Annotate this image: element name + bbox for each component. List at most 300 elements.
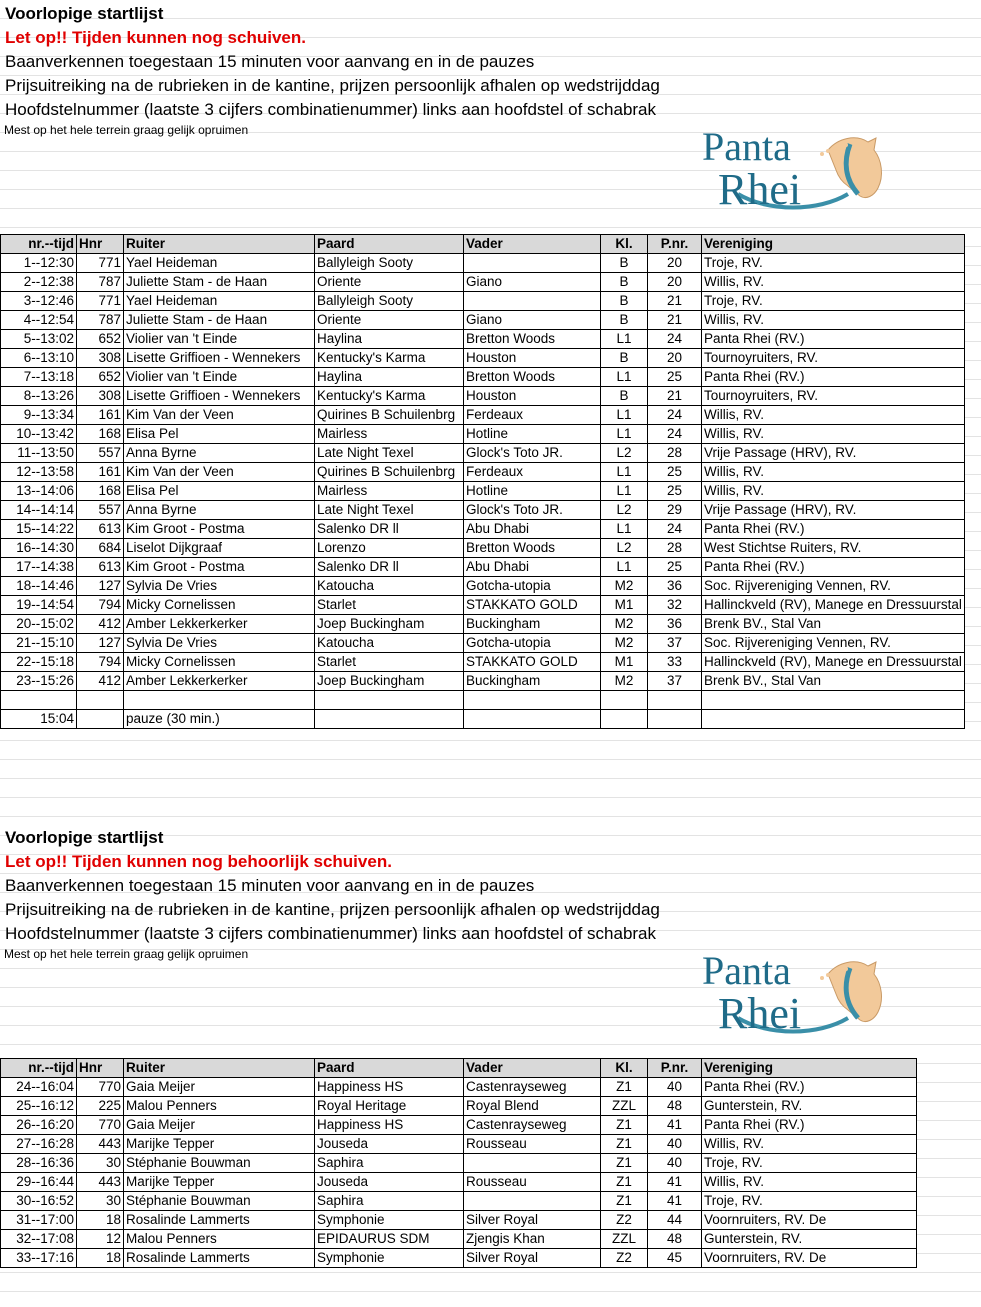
- cell-proef-nr: 33: [648, 653, 702, 672]
- cell-vader: Bretton Woods: [464, 539, 601, 558]
- cell-proef-nr: 29: [648, 501, 702, 520]
- cell-vereniging: West Stichtse Ruiters, RV.: [702, 539, 965, 558]
- cell-hnr: 308: [77, 387, 124, 406]
- cell-nr-tijd: 2--12:38: [1, 273, 77, 292]
- cell-vereniging: Troje, RV.: [702, 1154, 917, 1173]
- cell-paard: Joep Buckingham: [315, 672, 464, 691]
- table-row: [1, 1116, 917, 1135]
- table-row: [1, 292, 965, 311]
- table-row: [1, 387, 965, 406]
- table-row: [1, 273, 965, 292]
- cell-proef-nr: 44: [648, 1211, 702, 1230]
- cell-hnr: 30: [77, 1192, 124, 1211]
- table-row: [1, 463, 965, 482]
- cell-hnr: 225: [77, 1097, 124, 1116]
- cell-proef-nr: 41: [648, 1192, 702, 1211]
- cell-ruiter: Liselot Dijkgraaf: [124, 539, 315, 558]
- cell-ruiter: Kim Groot - Postma: [124, 520, 315, 539]
- logo-word-rhei: Rhei: [718, 989, 802, 1036]
- cell-paard: Mairless: [315, 425, 464, 444]
- cell-klasse: B: [601, 349, 648, 368]
- cell-vader: Giano: [464, 273, 601, 292]
- table-row: [1, 368, 965, 387]
- cell-proef-nr: 25: [648, 482, 702, 501]
- cell-vader: Ferdeaux: [464, 406, 601, 425]
- cell-hnr: 30: [77, 1154, 124, 1173]
- table-row: [1, 1078, 917, 1097]
- cell-nr-tijd: 12--13:58: [1, 463, 77, 482]
- col-header-vereniging: Vereniging: [702, 1059, 917, 1078]
- table-row: [1, 425, 965, 444]
- cell-klasse: L1: [601, 558, 648, 577]
- cell-vereniging: Willis, RV.: [702, 1173, 917, 1192]
- cell-klasse: L1: [601, 463, 648, 482]
- cell-nr-tijd: 28--16:36: [1, 1154, 77, 1173]
- cell-vader: Bretton Woods: [464, 368, 601, 387]
- cell-hnr: 684: [77, 539, 124, 558]
- cell-klasse: B: [601, 292, 648, 311]
- cell-proef-nr: 36: [648, 615, 702, 634]
- startlist-rows: [1, 1078, 917, 1268]
- cell-nr-tijd: 27--16:28: [1, 1135, 77, 1154]
- cell-vereniging: Willis, RV.: [702, 311, 965, 330]
- info-line-prize-giving: Prijsuitreiking na de rubrieken in de kantine, prijzen persoonlijk afhalen op wedstrijddag: [5, 900, 660, 919]
- cell-ruiter: Sylvia De Vries: [124, 577, 315, 596]
- cell-proef-nr: 25: [648, 463, 702, 482]
- cell-ruiter: Stéphanie Bouwman: [124, 1192, 315, 1211]
- cell-proef-nr: 40: [648, 1078, 702, 1097]
- cell-hnr: 443: [77, 1173, 124, 1192]
- cell-nr-tijd: 13--14:06: [1, 482, 77, 501]
- cell-hnr: 161: [77, 406, 124, 425]
- table-row: [1, 349, 965, 368]
- cell-vereniging: Brenk BV., Stal Van: [702, 672, 965, 691]
- cell-vereniging: Tournoyruiters, RV.: [702, 349, 965, 368]
- cell-vader: Glock's Toto JR.: [464, 444, 601, 463]
- cell-hnr: 613: [77, 558, 124, 577]
- cell-vereniging: Willis, RV.: [702, 1135, 917, 1154]
- cell-paard: Lorenzo: [315, 539, 464, 558]
- table-row: [1, 1154, 917, 1173]
- cell-paard: Starlet: [315, 653, 464, 672]
- table-row: [1, 1192, 917, 1211]
- cell-hnr: 168: [77, 482, 124, 501]
- cell-vereniging: Willis, RV.: [702, 425, 965, 444]
- cell-nr-tijd: 22--15:18: [1, 653, 77, 672]
- cell-proef-nr: 41: [648, 1173, 702, 1192]
- cell-proef-nr: 21: [648, 292, 702, 311]
- cell-klasse: L2: [601, 501, 648, 520]
- cell-nr-tijd: 18--14:46: [1, 577, 77, 596]
- cell-ruiter: Rosalinde Lammerts: [124, 1249, 315, 1268]
- cell-vereniging: Panta Rhei (RV.): [702, 1116, 917, 1135]
- cell-vader: Hotline: [464, 482, 601, 501]
- cell-klasse: Z2: [601, 1211, 648, 1230]
- panta-rhei-logo: [698, 120, 888, 212]
- cell-paard: Salenko DR ll: [315, 520, 464, 539]
- cell-paard: Mairless: [315, 482, 464, 501]
- cell-vereniging: Gunterstein, RV.: [702, 1230, 917, 1249]
- table-row: [1, 558, 965, 577]
- cell-vereniging: Troje, RV.: [702, 254, 965, 273]
- cell-nr-tijd: 16--14:30: [1, 539, 77, 558]
- col-header-klasse: Kl.: [601, 1059, 648, 1078]
- cell-paard: Happiness HS: [315, 1116, 464, 1135]
- cell-klasse: Z1: [601, 1173, 648, 1192]
- cell-paard: Saphira: [315, 1154, 464, 1173]
- cell-proef-nr: 36: [648, 577, 702, 596]
- cell-ruiter: Yael Heideman: [124, 254, 315, 273]
- cell-vereniging: Hallinckveld (RV), Manege en Dressuurstal: [702, 653, 965, 672]
- table-row: [1, 615, 965, 634]
- table-row: [1, 406, 965, 425]
- cell-hnr: 771: [77, 254, 124, 273]
- cell-proef-nr: 24: [648, 425, 702, 444]
- table-row: [1, 1249, 917, 1268]
- table-row: [1, 653, 965, 672]
- cell-paard: Haylina: [315, 368, 464, 387]
- table-row: [1, 311, 965, 330]
- table-row: [1, 1211, 917, 1230]
- cell-vereniging: Soc. Rijvereniging Vennen, RV.: [702, 634, 965, 653]
- info-line-bridle-number: Hoofdstelnummer (laatste 3 cijfers combinatienummer) links aan hoofdstel of schabrak: [5, 924, 657, 943]
- col-header-klasse: Kl.: [601, 235, 648, 254]
- cell-vereniging: Voornruiters, RV. De: [702, 1211, 917, 1230]
- cell-vader: [464, 254, 601, 273]
- cell-hnr: 127: [77, 634, 124, 653]
- cell-hnr: 787: [77, 273, 124, 292]
- cell-vader: [464, 1192, 601, 1211]
- cell-nr-tijd: 10--13:42: [1, 425, 77, 444]
- cell-hnr: 613: [77, 520, 124, 539]
- cell-hnr: 161: [77, 463, 124, 482]
- cell-klasse: L2: [601, 444, 648, 463]
- cell-vereniging: Brenk BV., Stal Van: [702, 615, 965, 634]
- cell-hnr: 412: [77, 615, 124, 634]
- table-row: [1, 1097, 917, 1116]
- cell-ruiter: Amber Lekkerkerker: [124, 615, 315, 634]
- cell-proef-nr: 25: [648, 558, 702, 577]
- cell-hnr: 127: [77, 577, 124, 596]
- cell-nr-tijd: 4--12:54: [1, 311, 77, 330]
- col-header-nr-tijd: nr.--tijd: [1, 1059, 77, 1078]
- cell-paard: Symphonie: [315, 1249, 464, 1268]
- warning-text: Let op!! Tijden kunnen nog behoorlijk schuiven.: [5, 852, 392, 871]
- cell-vader: Castenrayseweg: [464, 1078, 601, 1097]
- cell-paard: Katoucha: [315, 577, 464, 596]
- cell-vereniging: Troje, RV.: [702, 1192, 917, 1211]
- cell-proef-nr: 20: [648, 273, 702, 292]
- cell-klasse: L1: [601, 520, 648, 539]
- cell-proef-nr: 40: [648, 1135, 702, 1154]
- cell-nr-tijd: 8--13:26: [1, 387, 77, 406]
- col-header-vader: Vader: [464, 1059, 601, 1078]
- cell-ruiter: Malou Penners: [124, 1097, 315, 1116]
- cell-klasse: M2: [601, 577, 648, 596]
- cell-vader: Abu Dhabi: [464, 558, 601, 577]
- cell-paard: Late Night Texel: [315, 444, 464, 463]
- table-row: [1, 482, 965, 501]
- cell-vader: STAKKATO GOLD: [464, 596, 601, 615]
- cell-klasse: M1: [601, 596, 648, 615]
- cell-proef-nr: 48: [648, 1230, 702, 1249]
- section-title: Voorlopige startlijst: [5, 828, 164, 847]
- startlist-rows: [1, 254, 965, 691]
- startlist-table: [0, 234, 965, 729]
- cell-ruiter: Elisa Pel: [124, 425, 315, 444]
- table-row: [1, 444, 965, 463]
- logo-word-panta: Panta: [702, 124, 791, 169]
- cell-klasse: L1: [601, 368, 648, 387]
- cell-ruiter: Micky Cornelissen: [124, 653, 315, 672]
- cell-proef-nr: 40: [648, 1154, 702, 1173]
- cell-ruiter: Stéphanie Bouwman: [124, 1154, 315, 1173]
- blank-row: [1, 691, 965, 710]
- cell-nr-tijd: 3--12:46: [1, 292, 77, 311]
- cell-vereniging: Willis, RV.: [702, 463, 965, 482]
- cell-proef-nr: 32: [648, 596, 702, 615]
- cell-paard: Joep Buckingham: [315, 615, 464, 634]
- cell-hnr: 652: [77, 368, 124, 387]
- cell-klasse: M2: [601, 615, 648, 634]
- cell-vader: Ferdeaux: [464, 463, 601, 482]
- info-line-course-walk: Baanverkennen toegestaan 15 minuten voor aanvang en in de pauzes: [5, 52, 535, 71]
- cell-klasse: B: [601, 254, 648, 273]
- cell-hnr: 794: [77, 653, 124, 672]
- cell-ruiter: Anna Byrne: [124, 444, 315, 463]
- table-row: [1, 1173, 917, 1192]
- table-row: [1, 1135, 917, 1154]
- cell-ruiter: Kim Groot - Postma: [124, 558, 315, 577]
- info-line-prize-giving: Prijsuitreiking na de rubrieken in de kantine, prijzen persoonlijk afhalen op wedstrijddag: [5, 76, 660, 95]
- table-row: [1, 672, 965, 691]
- cell-klasse: Z1: [601, 1116, 648, 1135]
- table-row: [1, 254, 965, 273]
- cell-nr-tijd: 30--16:52: [1, 1192, 77, 1211]
- cell-vader: [464, 1154, 601, 1173]
- cell-vereniging: Vrije Passage (HRV), RV.: [702, 501, 965, 520]
- cell-nr-tijd: 6--13:10: [1, 349, 77, 368]
- cell-hnr: 787: [77, 311, 124, 330]
- cell-nr-tijd: 33--17:16: [1, 1249, 77, 1268]
- cell-klasse: B: [601, 311, 648, 330]
- cell-proef-nr: 28: [648, 444, 702, 463]
- warning-text: Let op!! Tijden kunnen nog schuiven.: [5, 28, 306, 47]
- cell-hnr: 443: [77, 1135, 124, 1154]
- cell-ruiter: Rosalinde Lammerts: [124, 1211, 315, 1230]
- cell-proef-nr: 20: [648, 254, 702, 273]
- cell-hnr: 794: [77, 596, 124, 615]
- cell-ruiter: Violier van 't Einde: [124, 368, 315, 387]
- cell-paard: Jouseda: [315, 1173, 464, 1192]
- cell-vader: Gotcha-utopia: [464, 577, 601, 596]
- cell-vader: Gotcha-utopia: [464, 634, 601, 653]
- cell-nr-tijd: 14--14:14: [1, 501, 77, 520]
- cell-proef-nr: 25: [648, 368, 702, 387]
- cell-vader: Bretton Woods: [464, 330, 601, 349]
- cell-hnr: 770: [77, 1116, 124, 1135]
- cell-klasse: L2: [601, 539, 648, 558]
- cell-klasse: M2: [601, 672, 648, 691]
- cell-proef-nr: 21: [648, 387, 702, 406]
- col-header-proef-nr: P.nr.: [648, 235, 702, 254]
- cell-nr-tijd: 24--16:04: [1, 1078, 77, 1097]
- cell-nr-tijd: 1--12:30: [1, 254, 77, 273]
- cell-klasse: M1: [601, 653, 648, 672]
- panta-rhei-logo: [698, 944, 888, 1036]
- cell-ruiter: Gaia Meijer: [124, 1078, 315, 1097]
- table-row: [1, 539, 965, 558]
- cell-vereniging: Troje, RV.: [702, 292, 965, 311]
- table-header-row: [1, 1059, 917, 1078]
- cell-ruiter: Gaia Meijer: [124, 1116, 315, 1135]
- cell-hnr: 308: [77, 349, 124, 368]
- cell-proef-nr: 21: [648, 311, 702, 330]
- cell-paard: Symphonie: [315, 1211, 464, 1230]
- cell-vader: Buckingham: [464, 615, 601, 634]
- cell-nr-tijd: 20--15:02: [1, 615, 77, 634]
- cell-vereniging: Soc. Rijvereniging Vennen, RV.: [702, 577, 965, 596]
- cell-vader: Glock's Toto JR.: [464, 501, 601, 520]
- cell-proef-nr: 24: [648, 520, 702, 539]
- cell-paard: Oriente: [315, 311, 464, 330]
- cell-vereniging: Gunterstein, RV.: [702, 1097, 917, 1116]
- table-row: [1, 577, 965, 596]
- cell-vader: Rousseau: [464, 1135, 601, 1154]
- col-header-nr-tijd: nr.--tijd: [1, 235, 77, 254]
- cell-paard: Kentucky's Karma: [315, 349, 464, 368]
- cell-paard: Oriente: [315, 273, 464, 292]
- cell-vereniging: Panta Rhei (RV.): [702, 558, 965, 577]
- col-header-vader: Vader: [464, 235, 601, 254]
- cell-vader: Buckingham: [464, 672, 601, 691]
- cell-ruiter: Juliette Stam - de Haan: [124, 273, 315, 292]
- cell-klasse: M2: [601, 634, 648, 653]
- cell-vereniging: Willis, RV.: [702, 406, 965, 425]
- cell-vereniging: Voornruiters, RV. De: [702, 1249, 917, 1268]
- logo-word-panta: Panta: [702, 948, 791, 993]
- cell-paard: Katoucha: [315, 634, 464, 653]
- cell-vader: STAKKATO GOLD: [464, 653, 601, 672]
- cell-hnr: 18: [77, 1211, 124, 1230]
- cell-vereniging: Vrije Passage (HRV), RV.: [702, 444, 965, 463]
- cell-proef-nr: 41: [648, 1116, 702, 1135]
- cell-proef-nr: 48: [648, 1097, 702, 1116]
- cell-ruiter: Yael Heideman: [124, 292, 315, 311]
- cell-ruiter: Amber Lekkerkerker: [124, 672, 315, 691]
- cell-ruiter: Anna Byrne: [124, 501, 315, 520]
- cell-vereniging: Panta Rhei (RV.): [702, 368, 965, 387]
- cell-vader: Royal Blend: [464, 1097, 601, 1116]
- cell-vereniging: Tournoyruiters, RV.: [702, 387, 965, 406]
- cell-hnr: 652: [77, 330, 124, 349]
- cell-nr-tijd: 21--15:10: [1, 634, 77, 653]
- cell-hnr: 168: [77, 425, 124, 444]
- cell-ruiter: Elisa Pel: [124, 482, 315, 501]
- cell-ruiter: Juliette Stam - de Haan: [124, 311, 315, 330]
- cell-ruiter: Lisette Griffioen - Wennekers: [124, 349, 315, 368]
- cell-nr-tijd: 19--14:54: [1, 596, 77, 615]
- cell-ruiter: Kim Van der Veen: [124, 463, 315, 482]
- cell-nr-tijd: 11--13:50: [1, 444, 77, 463]
- pause-label: pauze (30 min.): [124, 710, 315, 729]
- cell-nr-tijd: 15--14:22: [1, 520, 77, 539]
- cell-hnr: 771: [77, 292, 124, 311]
- cell-paard: Starlet: [315, 596, 464, 615]
- cell-paard: Saphira: [315, 1192, 464, 1211]
- cell-hnr: 770: [77, 1078, 124, 1097]
- table-header-row: [1, 235, 965, 254]
- col-header-ruiter: Ruiter: [124, 235, 315, 254]
- cell-nr-tijd: 17--14:38: [1, 558, 77, 577]
- table-row: [1, 520, 965, 539]
- cell-klasse: L1: [601, 482, 648, 501]
- cell-hnr: 412: [77, 672, 124, 691]
- cell-klasse: Z1: [601, 1078, 648, 1097]
- col-header-proef-nr: P.nr.: [648, 1059, 702, 1078]
- cell-klasse: Z2: [601, 1249, 648, 1268]
- cell-nr-tijd: 23--15:26: [1, 672, 77, 691]
- cell-vader: Houston: [464, 349, 601, 368]
- cell-ruiter: Marijke Tepper: [124, 1173, 315, 1192]
- table-row: [1, 330, 965, 349]
- cell-nr-tijd: 9--13:34: [1, 406, 77, 425]
- cell-hnr: 12: [77, 1230, 124, 1249]
- cell-paard: Late Night Texel: [315, 501, 464, 520]
- logo-word-rhei: Rhei: [718, 165, 802, 212]
- cell-ruiter: Lisette Griffioen - Wennekers: [124, 387, 315, 406]
- manure-note: Mest op het hele terrein graag gelijk opruimen: [4, 947, 249, 961]
- pause-time: 15:04: [1, 710, 77, 729]
- cell-ruiter: Micky Cornelissen: [124, 596, 315, 615]
- cell-paard: Quirines B Schuilenbrg: [315, 463, 464, 482]
- col-header-hnr: Hnr: [77, 1059, 124, 1078]
- cell-klasse: L1: [601, 330, 648, 349]
- cell-paard: EPIDAURUS SDM: [315, 1230, 464, 1249]
- cell-proef-nr: 45: [648, 1249, 702, 1268]
- cell-vereniging: Panta Rhei (RV.): [702, 330, 965, 349]
- cell-nr-tijd: 29--16:44: [1, 1173, 77, 1192]
- cell-nr-tijd: 32--17:08: [1, 1230, 77, 1249]
- cell-nr-tijd: 7--13:18: [1, 368, 77, 387]
- cell-paard: Happiness HS: [315, 1078, 464, 1097]
- col-header-vereniging: Vereniging: [702, 235, 965, 254]
- cell-proef-nr: 37: [648, 634, 702, 653]
- table-row: [1, 596, 965, 615]
- cell-vereniging: Panta Rhei (RV.): [702, 1078, 917, 1097]
- cell-vereniging: Willis, RV.: [702, 273, 965, 292]
- pause-row: [1, 710, 965, 729]
- cell-vader: Giano: [464, 311, 601, 330]
- cell-klasse: ZZL: [601, 1230, 648, 1249]
- section-title: Voorlopige startlijst: [5, 4, 164, 23]
- cell-proef-nr: 37: [648, 672, 702, 691]
- col-header-hnr: Hnr: [77, 235, 124, 254]
- table-row: [1, 1230, 917, 1249]
- manure-note: Mest op het hele terrein graag gelijk opruimen: [4, 123, 249, 137]
- cell-paard: Royal Heritage: [315, 1097, 464, 1116]
- cell-vereniging: Hallinckveld (RV), Manege en Dressuurstal: [702, 596, 965, 615]
- cell-proef-nr: 24: [648, 406, 702, 425]
- cell-vader: Silver Royal: [464, 1211, 601, 1230]
- cell-vader: [464, 292, 601, 311]
- cell-hnr: 557: [77, 501, 124, 520]
- cell-ruiter: Sylvia De Vries: [124, 634, 315, 653]
- cell-klasse: ZZL: [601, 1097, 648, 1116]
- cell-paard: Jouseda: [315, 1135, 464, 1154]
- info-line-bridle-number: Hoofdstelnummer (laatste 3 cijfers combinatienummer) links aan hoofdstel of schabrak: [5, 100, 657, 119]
- cell-vader: Abu Dhabi: [464, 520, 601, 539]
